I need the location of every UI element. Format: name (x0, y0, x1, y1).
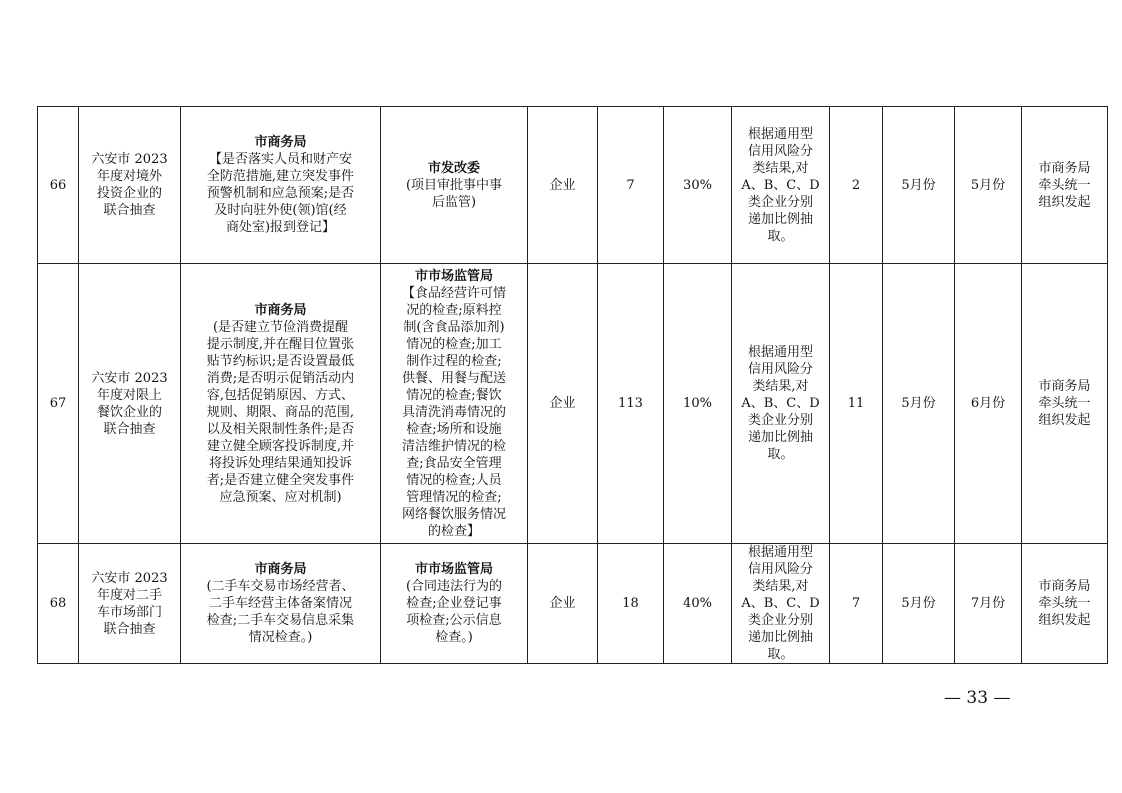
lead-dept-cell (181, 544, 381, 664)
sampling-method (732, 544, 830, 664)
cell-line: 者;是否建立健全突发事件 (206, 472, 355, 488)
cell-line: 况的检查;原料控 (406, 302, 502, 318)
sampling-method (732, 107, 830, 264)
row-number: 67 (38, 264, 79, 544)
cell-line: 网络餐饮服务情况 (401, 506, 506, 522)
cell-line: 年度对二手 (96, 587, 162, 603)
cell-line: (是否建立节俭消费提醒 (212, 319, 349, 335)
table-row (38, 107, 1108, 264)
sampling-ratio: 30% (664, 107, 732, 264)
end-month: 7月份 (955, 544, 1022, 664)
cell-line: 类企业分别 (747, 194, 813, 210)
dept-heading: 市商务局 (254, 562, 307, 577)
coop-dept-cell (381, 544, 528, 664)
cell-line: 消费;是否明示促销活动内 (206, 370, 355, 386)
cell-line: (合同违法行为的 (405, 579, 503, 594)
cell-line: 制作过程的检查; (406, 353, 502, 369)
page-number: — 33 — (944, 688, 1011, 708)
cell-line: 类企业分别 (747, 413, 813, 428)
cell-line: 后监管) (431, 194, 477, 210)
object-count: 113 (598, 264, 664, 544)
cell-line: 【食品经营许可情 (401, 285, 506, 301)
cell-line: 情况的检查;人员 (406, 472, 502, 488)
cell-line: 投资企业的 (96, 186, 162, 201)
cell-line: 取。 (767, 447, 794, 462)
cell-line: 管理情况的检查; (406, 489, 502, 505)
cell-line: A、B、C、D (741, 596, 820, 611)
lead-dept-cell (181, 107, 381, 264)
cell-line: 类企业分别 (747, 613, 813, 628)
cell-line: 制(含食品添加剂) (403, 319, 505, 335)
cell-line: 检查;场所和设施 (406, 421, 502, 437)
cell-line: 预警机制和应急预案;是否 (206, 186, 355, 201)
cell-line: 根据通用型 (747, 545, 813, 560)
cell-line: 六安市 2023 (91, 152, 168, 167)
cell-line: 车市场部门 (96, 604, 162, 620)
remark (1022, 264, 1108, 544)
lead-dept-cell (181, 264, 381, 544)
cell-line: 情况的检查;餐饮 (406, 387, 502, 403)
table-row (38, 544, 1108, 664)
cell-line: 情况检查。) (248, 630, 313, 645)
cell-line: 递加比例抽 (747, 211, 813, 227)
remark (1022, 107, 1108, 264)
cell-line: 情况的检查;加工 (406, 336, 502, 352)
cell-line: 六安市 2023 (91, 570, 168, 586)
cell-line: 牵头统一 (1038, 396, 1091, 411)
cell-line: 根据通用型 (747, 345, 813, 360)
dept-heading: 市商务局 (254, 135, 307, 150)
cell-line: 及时向驻外使(领)馆(经 (214, 203, 347, 218)
cell-line: 全防范措施,建立突发事件 (206, 169, 355, 184)
cell-line: 联合抽查 (103, 621, 156, 637)
cell-line: 应急预案、应对机制) (219, 489, 342, 505)
sampling-method (732, 264, 830, 544)
cell-line: 年度对境外 (96, 169, 162, 184)
cell-line: 将投诉处理结果通知投诉 (208, 455, 352, 471)
cell-line: 六安市 2023 (91, 370, 168, 386)
cell-line: A、B、C、D (741, 177, 820, 193)
task-name (79, 544, 181, 664)
cell-line: 市商务局 (1038, 379, 1091, 394)
cell-line: 牵头统一 (1038, 177, 1091, 193)
cell-line: A、B、C、D (741, 396, 820, 411)
cell-line: 具清洗消毒情况的 (401, 404, 506, 420)
inspection-times: 2 (830, 107, 883, 264)
cell-line: 联合抽查 (103, 203, 156, 218)
start-month: 5月份 (883, 544, 955, 664)
inspection-times: 7 (830, 544, 883, 664)
cell-line: 规则、期限、商品的范围, (206, 404, 355, 420)
cell-line: (二手车交易市场经营者、 (206, 579, 355, 594)
cell-line: 组织发起 (1038, 194, 1091, 210)
cell-line: 信用风险分 (747, 362, 813, 377)
cell-line: 根据通用型 (747, 126, 813, 142)
inspection-table (37, 106, 1108, 664)
cell-line: 餐饮企业的 (96, 404, 162, 420)
cell-line: 类结果,对 (752, 579, 809, 594)
cell-line: 年度对限上 (96, 387, 162, 403)
cell-line: 牵头统一 (1038, 596, 1091, 611)
cell-line: 供餐、用餐与配送 (401, 370, 506, 386)
cell-line: 清洁维护情况的检 (401, 438, 506, 454)
task-name (79, 107, 181, 264)
start-month: 5月份 (883, 107, 955, 264)
cell-line: 容,包括促销原因、方式、 (206, 387, 355, 403)
end-month: 6月份 (955, 264, 1022, 544)
cell-line: 二手车经营主体备案情况 (208, 596, 352, 611)
inspection-times: 11 (830, 264, 883, 544)
dept-heading: 市发改委 (427, 160, 480, 176)
cell-line: 市商务局 (1038, 579, 1091, 594)
cell-line: 信用风险分 (747, 562, 813, 577)
row-number: 66 (38, 107, 79, 264)
cell-line: 类结果,对 (752, 379, 809, 394)
cell-line: 的检查】 (427, 523, 480, 539)
cell-line: 取。 (767, 228, 794, 244)
cell-line: 建立健全顾客投诉制度,并 (206, 438, 355, 454)
remark (1022, 544, 1108, 664)
start-month: 5月份 (883, 264, 955, 544)
object-count: 7 (598, 107, 664, 264)
task-name (79, 264, 181, 544)
dept-heading: 市市场监管局 (414, 268, 493, 284)
cell-line: 查;食品安全管理 (406, 455, 502, 471)
row-number: 68 (38, 544, 79, 664)
cell-line: 检查。) (435, 630, 473, 645)
cell-line: 递加比例抽 (747, 430, 813, 445)
cell-line: 市商务局 (1038, 160, 1091, 176)
sampling-ratio: 10% (664, 264, 732, 544)
cell-line: 提示制度,并在醒目位置张 (206, 336, 355, 352)
end-month: 5月份 (955, 107, 1022, 264)
dept-heading: 市市场监管局 (414, 562, 493, 577)
cell-line: 贴节约标识;是否设置最低 (206, 353, 355, 369)
inspection-object: 企业 (528, 107, 598, 264)
inspection-object: 企业 (528, 544, 598, 664)
cell-line: 信用风险分 (747, 143, 813, 159)
cell-line: 商处室)报到登记】 (225, 220, 336, 235)
sampling-ratio: 40% (664, 544, 732, 664)
coop-dept-cell (381, 264, 528, 544)
coop-dept-cell (381, 107, 528, 264)
cell-line: 以及相关限制性条件;是否 (206, 421, 355, 437)
inspection-object: 企业 (528, 264, 598, 544)
cell-line: 检查;企业登记事 (406, 596, 502, 611)
cell-line: 组织发起 (1038, 613, 1091, 628)
cell-line: 类结果,对 (752, 160, 809, 176)
cell-line: 【是否落实人员和财产安 (208, 152, 352, 167)
cell-line: 取。 (767, 647, 794, 662)
cell-line: 递加比例抽 (747, 630, 813, 645)
cell-line: 项检查;公示信息 (406, 613, 502, 628)
cell-line: 组织发起 (1038, 413, 1091, 428)
object-count: 18 (598, 544, 664, 664)
dept-heading: 市商务局 (254, 302, 307, 318)
cell-line: 联合抽查 (103, 421, 156, 437)
cell-line: (项目审批事中事 (405, 177, 503, 193)
cell-line: 检查;二手车交易信息采集 (206, 613, 355, 628)
table-row (38, 264, 1108, 544)
